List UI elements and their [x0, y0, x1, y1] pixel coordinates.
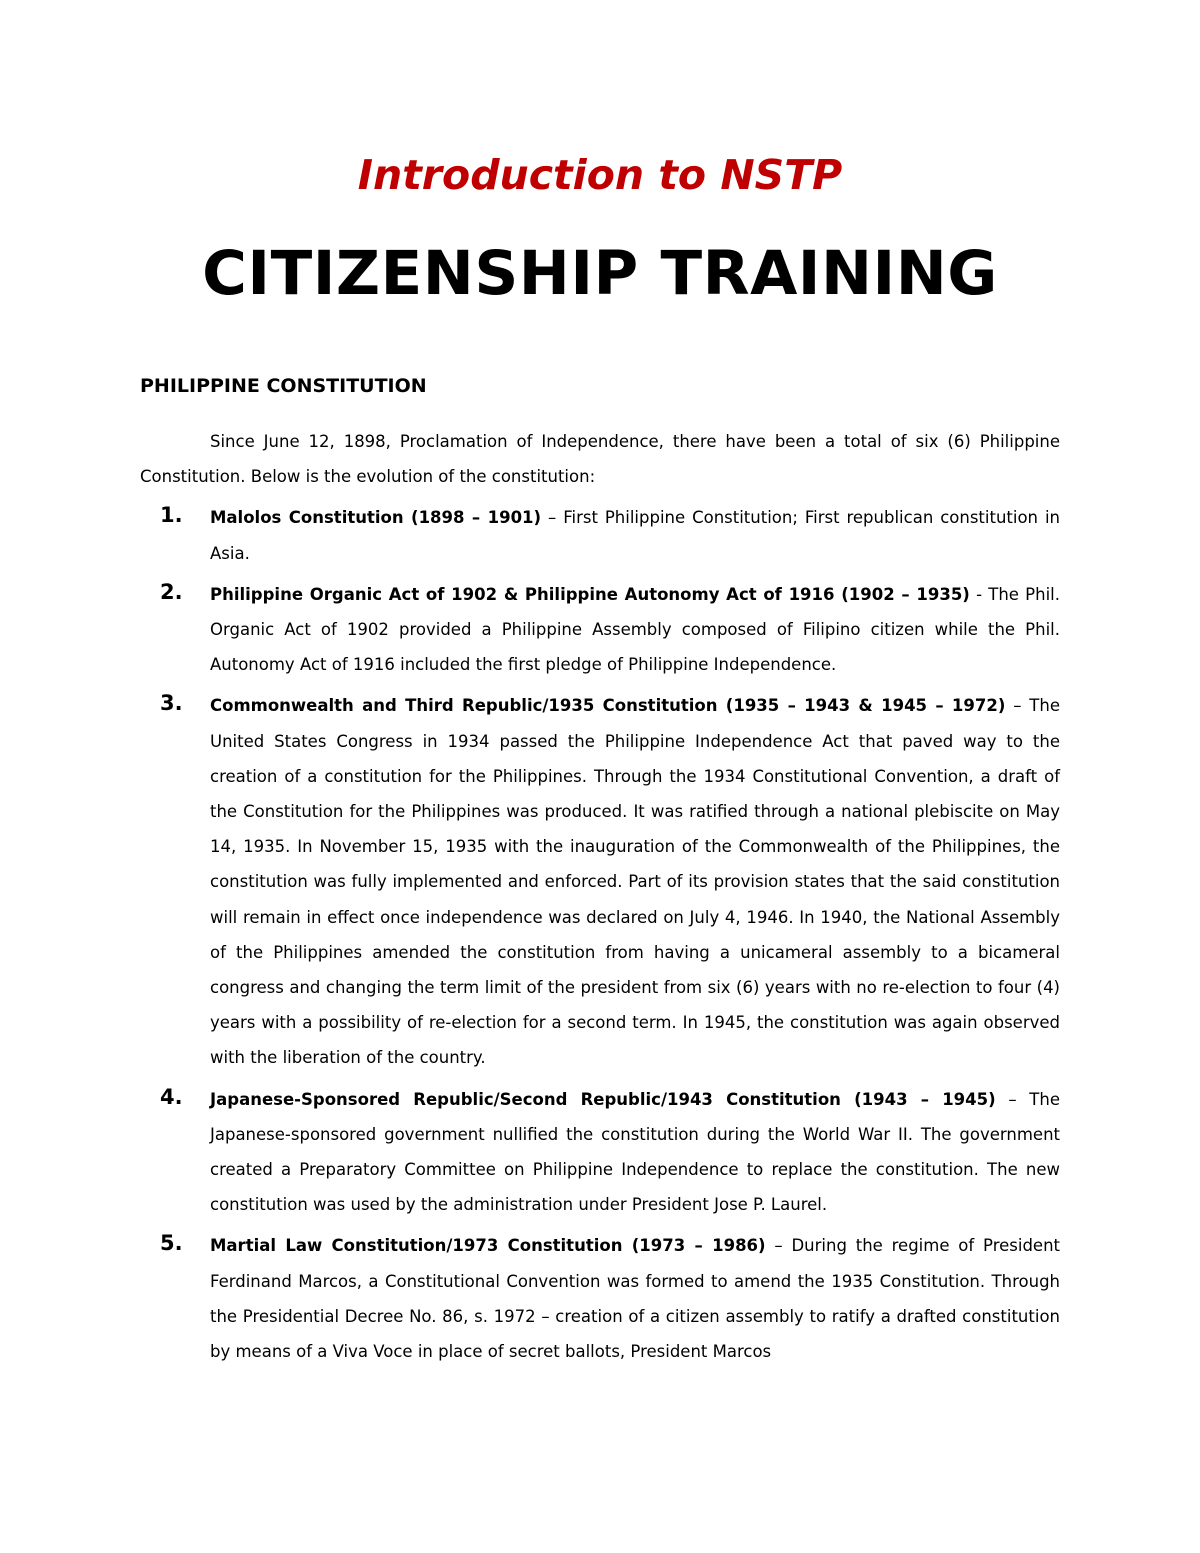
list-item-number: 1.	[160, 503, 183, 528]
list-item	[140, 577, 1060, 683]
list-item-label: Malolos Constitution (1898 – 1901)	[210, 508, 542, 528]
list-item-text: - The Phil. Organic Act of 1902 provided a Philippine Assembly composed of Filipino citizen while the Phil. Autonomy Act of 1916 included the first pledge of Philippine Independence.	[210, 584, 1060, 675]
list-item-label: Commonwealth and Third Republic/1935 Constitution (1935 – 1943 & 1945 – 1972)	[210, 696, 1006, 716]
list-item	[140, 1082, 1060, 1223]
list-item-text: – First Philippine Constitution; First republican constitution in Asia.	[210, 508, 1060, 563]
list-item	[140, 500, 1060, 570]
constitution-list	[140, 500, 1060, 1369]
list-item-label: Martial Law Constitution/1973 Constitution (1973 – 1986)	[210, 1236, 766, 1256]
intro-paragraph: Since June 12, 1898, Proclamation of Independence, there have been a total of six (6) Philippine Constitution. Below is the evolution of the constitution:	[140, 432, 1060, 487]
document-subtitle: Introduction to NSTP	[357, 151, 843, 199]
list-item-text: – The Japanese-sponsored government nullified the constitution during the World War II. The government created a Preparatory Committee on Philippine Independence to replace the constitution. The new constitution was used by the administration under President Jose P. Laurel.	[210, 1089, 1060, 1215]
list-item-label: Japanese-Sponsored Republic/Second Republic/1943 Constitution (1943 – 1945)	[210, 1089, 996, 1109]
list-item-label: Philippine Organic Act of 1902 & Philippine Autonomy Act of 1916 (1902 – 1935)	[210, 584, 970, 604]
list-item-text: – During the regime of President Ferdinand Marcos, a Constitutional Convention was formed to amend the 1935 Constitution. Through the Presidential Decree No. 86, s. 1972 – creation of a citizen assembly to ratify a drafted constitution by means of a Viva Voce in place of secret ballots, President Marcos	[210, 1236, 1060, 1362]
section-heading: PHILIPPINE CONSTITUTION	[140, 375, 427, 397]
list-item-text: – The United States Congress in 1934 passed the Philippine Independence Act that paved way to the creation of a constitution for the Philippines. Through the 1934 Constitutional Convention, a draft of the Constitution for the Philippines was produced. It was ratified through a national plebiscite on May 14, 1935. In November 15, 1935 with the inauguration of the Commonwealth of the Philippines, the constitution was fully implemented and enforced. Part of its provision states that the said constitution will remain in effect once independence was declared on July 4, 1946. In 1940, the National Assembly of the Philippines amended the constitution from having a unicameral assembly to a bicameral congress and changing the term limit of the president from six (6) years with no re-election to four (4) years with a possibility of re-election for a second term. In 1945, the constitution was again observed with the liberation of the country.	[210, 696, 1060, 1068]
list-item	[140, 1228, 1060, 1369]
document-title: CITIZENSHIP TRAINING	[202, 238, 998, 309]
list-item-number: 2.	[160, 579, 183, 604]
list-item	[140, 688, 1060, 1075]
list-item-number: 5.	[160, 1231, 183, 1256]
document-body	[140, 424, 1060, 1369]
list-item-number: 3.	[160, 691, 183, 716]
list-item-number: 4.	[160, 1084, 183, 1109]
